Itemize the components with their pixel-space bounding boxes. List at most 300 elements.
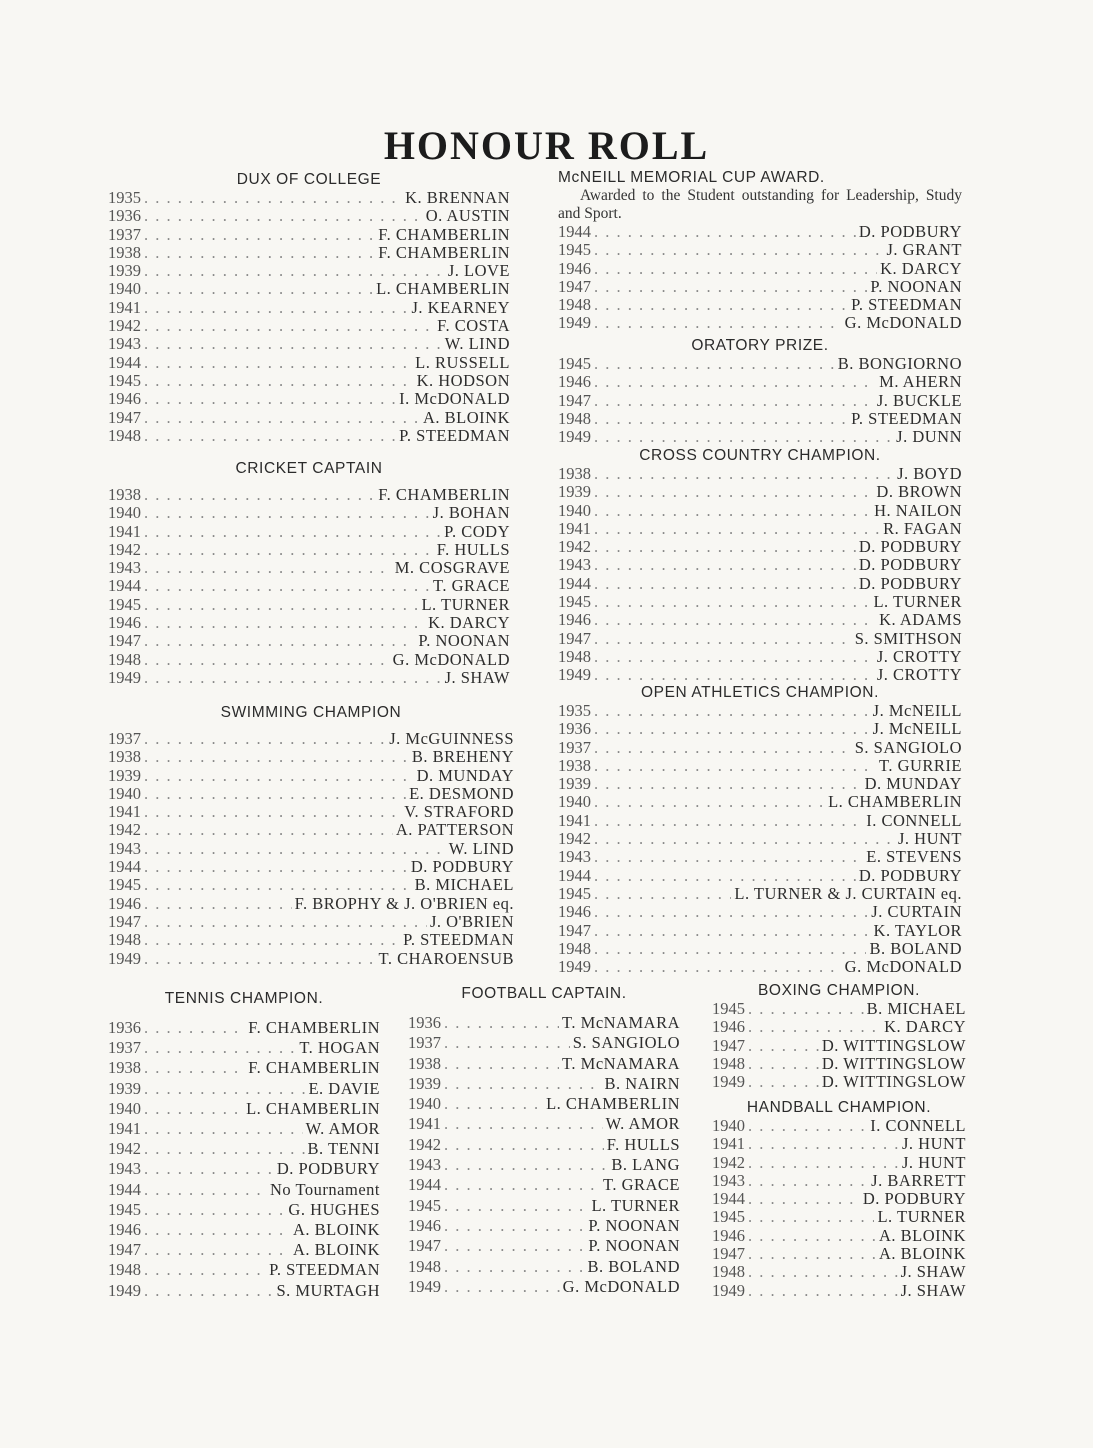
honour-row [712, 1263, 966, 1281]
dot-leader [144, 280, 373, 298]
year: 1948 [712, 1262, 745, 1282]
dot-leader [144, 1220, 290, 1240]
year: 1939 [108, 765, 141, 785]
dot-leader [144, 876, 412, 894]
year: 1948 [108, 425, 141, 445]
honouree-name: J. KEARNEY [411, 297, 510, 317]
dot-leader [144, 1018, 245, 1038]
honouree-name: T. HOGAN [299, 1038, 380, 1058]
honouree-name: D. PODBURY [858, 555, 962, 575]
year: 1944 [558, 865, 591, 885]
honouree-name: T. GURRIE [878, 755, 962, 775]
honour-row [558, 410, 962, 428]
dot-leader [594, 830, 895, 848]
honouree-name: L. RUSSELL [415, 352, 510, 372]
dot-leader [144, 931, 400, 949]
honouree-name: T. GRACE [602, 1175, 680, 1195]
honouree-name: L. TURNER [873, 592, 962, 612]
honour-row [558, 538, 962, 556]
section-heading: CROSS COUNTRY CHAMPION. [639, 447, 881, 464]
honouree-name: B. TENNI [307, 1139, 380, 1159]
year: 1943 [712, 1170, 745, 1190]
dot-leader [594, 922, 871, 940]
tennis-rows [108, 1018, 380, 1301]
dot-leader [144, 767, 414, 785]
dot-leader [748, 1172, 868, 1190]
dot-leader [594, 410, 848, 428]
year: 1941 [558, 810, 591, 830]
honouree-name: D. PODBURY [276, 1159, 380, 1179]
dot-leader [594, 666, 874, 684]
year: 1948 [408, 1256, 441, 1276]
dot-leader [748, 1208, 874, 1226]
dot-leader [144, 1038, 296, 1058]
honouree-name: S. MURTAGH [276, 1280, 380, 1300]
year: 1942 [408, 1134, 441, 1154]
dot-leader [748, 1245, 876, 1263]
dot-leader [594, 885, 731, 903]
honour-row [108, 523, 510, 541]
honour-row [712, 1135, 966, 1153]
honouree-name: F. HULLS [436, 539, 510, 559]
year: 1946 [108, 389, 141, 409]
year: 1945 [712, 1207, 745, 1227]
honour-row [108, 244, 510, 262]
mcneill-rows [558, 223, 962, 333]
year: 1942 [108, 1139, 141, 1159]
honour-row [108, 1099, 380, 1119]
honour-row [558, 958, 962, 976]
dot-leader [594, 355, 835, 373]
honouree-name: B. BREHENY [411, 747, 514, 767]
honour-row [558, 739, 962, 757]
year: 1940 [558, 792, 591, 812]
honouree-name: L. CHAMBERLIN [546, 1094, 680, 1114]
honour-row [558, 278, 962, 296]
dot-leader [594, 465, 894, 483]
dot-leader [144, 1180, 267, 1200]
honouree-name: No Tournament [270, 1179, 380, 1199]
honouree-name: T. CHAROENSUB [378, 948, 514, 968]
year: 1947 [558, 628, 591, 648]
honour-row [108, 1119, 380, 1139]
honouree-name: D. PODBURY [858, 573, 962, 593]
honour-row [108, 840, 514, 858]
honouree-name: B. BOLAND [587, 1256, 680, 1276]
year: 1941 [712, 1134, 745, 1154]
year: 1946 [712, 1225, 745, 1245]
honouree-name: L. CHAMBERLIN [828, 792, 962, 812]
dot-leader [594, 314, 842, 332]
honouree-name: B. BOLAND [869, 938, 962, 958]
dot-leader [144, 1139, 305, 1159]
dot-leader [144, 596, 418, 614]
honouree-name: F. COSTA [437, 316, 510, 336]
year: 1940 [408, 1094, 441, 1114]
year: 1940 [108, 783, 141, 803]
honour-row [558, 465, 962, 483]
honouree-name: S. SMITHSON [854, 628, 962, 648]
honouree-name: P. NOONAN [870, 276, 962, 296]
section-heading: ORATORY PRIZE. [691, 337, 829, 354]
honouree-name: D. PODBURY [858, 222, 962, 241]
honour-row [408, 1257, 680, 1277]
honour-row [712, 1154, 966, 1172]
honour-row [408, 1013, 680, 1033]
year: 1949 [108, 667, 141, 687]
year: 1938 [558, 464, 591, 483]
honouree-name: F. CHAMBERLIN [378, 485, 510, 504]
honour-row [108, 632, 510, 650]
year: 1949 [108, 1280, 141, 1300]
honour-row [408, 1094, 680, 1114]
honour-row [108, 669, 510, 687]
honouree-name: L. TURNER [877, 1207, 966, 1227]
year: 1937 [108, 1038, 141, 1058]
honour-row [108, 895, 514, 913]
dot-leader [444, 1074, 601, 1094]
dot-leader [594, 940, 866, 958]
honour-row [108, 785, 514, 803]
year: 1941 [108, 297, 141, 317]
honour-row [108, 803, 514, 821]
honour-row [108, 280, 510, 298]
honouree-name: A. BLOINK [293, 1240, 380, 1260]
dot-leader [748, 1055, 819, 1073]
dot-leader [594, 739, 852, 757]
award-description: Awarded to the Student outstanding for Leadership, Study and Sport. [558, 187, 962, 222]
honouree-name: J. BUCKLE [876, 390, 962, 410]
year: 1940 [108, 279, 141, 299]
dot-leader [144, 632, 415, 650]
honour-row [108, 1058, 380, 1078]
honour-row [408, 1175, 680, 1195]
honouree-name: A. BLOINK [293, 1220, 380, 1240]
honour-row [558, 830, 962, 848]
year: 1938 [108, 485, 141, 504]
year: 1947 [712, 1035, 745, 1055]
honour-row [408, 1216, 680, 1236]
dot-leader [144, 1058, 245, 1078]
boxing-section [712, 982, 966, 1091]
dot-leader [144, 354, 412, 372]
year: 1945 [408, 1195, 441, 1215]
honouree-name: F. BROPHY & J. O'BRIEN eq. [294, 893, 514, 913]
year: 1939 [558, 774, 591, 794]
year: 1949 [558, 313, 591, 333]
dot-leader [444, 1196, 588, 1216]
honouree-name: D. WITTINGSLOW [821, 1072, 966, 1092]
honour-row [108, 207, 510, 225]
honouree-name: B. NAIRN [604, 1073, 680, 1093]
honouree-name: J. GRANT [886, 240, 962, 260]
year: 1936 [408, 1013, 441, 1032]
honouree-name: L. TURNER & J. CURTAIN eq. [734, 883, 962, 903]
section-heading: OPEN ATHLETICS CHAMPION. [640, 684, 880, 701]
year: 1949 [558, 665, 591, 685]
honour-row [108, 767, 514, 785]
year: 1946 [712, 1017, 745, 1037]
honour-row [108, 1281, 380, 1301]
year: 1937 [108, 729, 141, 748]
dot-leader [748, 1037, 819, 1055]
honouree-name: M. AHERN [879, 372, 962, 392]
honouree-name: D. PODBURY [858, 865, 962, 885]
honouree-name: A. BLOINK [423, 407, 510, 427]
year: 1947 [108, 911, 141, 931]
dot-leader [144, 748, 409, 766]
year: 1945 [108, 1199, 141, 1219]
honouree-name: P. STEEDMAN [269, 1260, 380, 1280]
dot-leader [594, 538, 856, 556]
year: 1946 [558, 610, 591, 630]
year: 1941 [408, 1114, 441, 1134]
dot-leader [144, 317, 434, 335]
dot-leader [144, 1200, 285, 1220]
dot-leader [144, 730, 386, 748]
year: 1937 [108, 224, 141, 244]
dot-leader [748, 1227, 876, 1245]
dot-leader [748, 1000, 864, 1018]
honour-row [108, 226, 510, 244]
honour-row [108, 1180, 380, 1200]
dot-leader [748, 1190, 860, 1208]
honouree-name: F. CHAMBERLIN [248, 1058, 380, 1078]
oratory-rows [558, 355, 962, 446]
dot-leader [594, 241, 883, 259]
honour-row [712, 1245, 966, 1263]
honour-row [408, 1135, 680, 1155]
honouree-name: R. FAGAN [883, 518, 962, 538]
dot-leader [594, 630, 852, 648]
mcneill-section [558, 169, 962, 333]
year: 1944 [408, 1175, 441, 1195]
honour-row [712, 1055, 966, 1073]
honouree-name: J. SHAW [444, 667, 510, 687]
honour-row [558, 575, 962, 593]
year: 1949 [408, 1276, 441, 1296]
dot-leader [594, 392, 874, 410]
dot-leader [144, 390, 396, 408]
honour-row [712, 1190, 966, 1208]
honouree-name: H. NAILON [874, 500, 962, 520]
dot-leader [144, 409, 420, 427]
dot-leader [144, 226, 375, 244]
honour-row [108, 1159, 380, 1179]
honour-row [558, 483, 962, 501]
dot-leader [748, 1117, 867, 1135]
dot-leader [144, 262, 445, 280]
year: 1943 [108, 1159, 141, 1179]
dot-leader [144, 840, 446, 858]
honouree-name: B. LANG [611, 1155, 680, 1175]
dot-leader [144, 335, 442, 353]
cricket-rows [108, 486, 510, 687]
honour-row [108, 299, 510, 317]
dot-leader [594, 373, 876, 391]
dot-leader [594, 483, 873, 501]
dot-leader [144, 669, 442, 687]
dot-leader [444, 1114, 603, 1134]
honouree-name: T. GRACE [432, 576, 510, 596]
honour-row [108, 427, 510, 445]
dot-leader [444, 1054, 559, 1074]
honour-row [108, 596, 510, 614]
year: 1943 [108, 334, 141, 354]
honour-row [712, 1227, 966, 1245]
honouree-name: D. PODBURY [858, 537, 962, 557]
dot-leader [594, 520, 880, 538]
dot-leader [594, 648, 874, 666]
year: 1944 [108, 352, 141, 372]
honour-row [408, 1033, 680, 1053]
honour-row [408, 1236, 680, 1256]
dot-leader [444, 1175, 600, 1195]
year: 1945 [108, 370, 141, 390]
honour-row [712, 1000, 966, 1018]
year: 1942 [558, 537, 591, 557]
honouree-name: L. TURNER [421, 594, 510, 614]
year: 1941 [108, 521, 141, 541]
dot-leader [594, 775, 862, 793]
dot-leader [594, 720, 870, 738]
year: 1942 [712, 1152, 745, 1172]
honour-row [108, 1079, 380, 1099]
honouree-name: G. HUGHES [288, 1199, 380, 1219]
year: 1946 [558, 372, 591, 392]
honour-row [558, 502, 962, 520]
honour-row [558, 428, 962, 446]
dot-leader [748, 1073, 819, 1091]
dux-rows [108, 189, 510, 445]
honour-row [108, 1038, 380, 1058]
year: 1946 [408, 1215, 441, 1235]
dot-leader [594, 593, 870, 611]
dot-leader [144, 244, 375, 262]
honouree-name: S. SANGIOLO [572, 1033, 680, 1053]
dot-leader [594, 223, 856, 241]
honour-row [108, 614, 510, 632]
dot-leader [144, 1079, 305, 1099]
honouree-name: D. MUNDAY [864, 774, 962, 794]
athletics-rows [558, 702, 962, 976]
year: 1949 [712, 1280, 745, 1300]
dot-leader [144, 803, 401, 821]
year: 1948 [558, 938, 591, 958]
honouree-name: P. CODY [444, 521, 510, 541]
honouree-name: I. CONNELL [866, 810, 962, 830]
cricket-section [108, 460, 510, 687]
honouree-name: L. CHAMBERLIN [246, 1098, 380, 1118]
dot-leader [444, 1135, 604, 1155]
year: 1942 [558, 829, 591, 849]
year: 1949 [108, 948, 141, 968]
honouree-name: J. HUNT [902, 1134, 966, 1154]
honouree-name: A. BLOINK [879, 1244, 966, 1264]
honour-row [108, 486, 510, 504]
honour-row [558, 260, 962, 278]
year: 1948 [108, 1260, 141, 1280]
honouree-name: D. WITTINGSLOW [821, 1053, 966, 1073]
dot-leader [144, 1119, 303, 1139]
honouree-name: G. McDONALD [392, 649, 510, 669]
dot-leader [594, 793, 825, 811]
honour-row [558, 314, 962, 332]
honouree-name: K. DARCY [884, 1017, 966, 1037]
honouree-name: J. BOHAN [432, 503, 510, 523]
year: 1935 [558, 701, 591, 720]
dot-leader [144, 1260, 266, 1280]
dot-leader [594, 867, 856, 885]
year: 1939 [108, 261, 141, 281]
year: 1944 [712, 1189, 745, 1209]
year: 1949 [558, 427, 591, 447]
honour-row [558, 793, 962, 811]
honouree-name: S. SANGIOLO [854, 737, 962, 757]
dux-section [108, 171, 510, 445]
honouree-name: F. CHAMBERLIN [378, 242, 510, 262]
year: 1945 [108, 594, 141, 614]
honour-row [408, 1277, 680, 1297]
dot-leader [594, 702, 870, 720]
dot-leader [594, 278, 867, 296]
honouree-name: V. STRAFORD [404, 802, 514, 822]
year: 1936 [108, 1018, 141, 1037]
honouree-name: J. LOVE [447, 261, 510, 281]
honour-row [558, 593, 962, 611]
year: 1946 [558, 258, 591, 278]
dot-leader [144, 486, 375, 504]
dot-leader [748, 1282, 898, 1300]
dot-leader [144, 189, 402, 207]
honouree-name: P. STEEDMAN [403, 930, 514, 950]
honouree-name: L. CHAMBERLIN [376, 279, 510, 299]
year: 1949 [712, 1072, 745, 1092]
year: 1945 [558, 354, 591, 373]
year: 1947 [408, 1236, 441, 1256]
handball-rows [712, 1117, 966, 1300]
dot-leader [594, 903, 868, 921]
honour-row [558, 903, 962, 921]
year: 1938 [408, 1053, 441, 1073]
honour-row [108, 730, 514, 748]
year: 1941 [108, 1119, 141, 1139]
honour-row [558, 296, 962, 314]
year: 1939 [408, 1073, 441, 1093]
honouree-name: J. HUNT [902, 1152, 966, 1172]
section-heading: DUX OF COLLEGE [236, 171, 382, 188]
honouree-name: E. STEVENS [866, 847, 962, 867]
dot-leader [144, 427, 396, 445]
year: 1947 [558, 920, 591, 940]
honour-row [108, 390, 510, 408]
honouree-name: J. DUNN [896, 427, 962, 447]
honouree-name: F. CHAMBERLIN [248, 1018, 380, 1037]
honour-row [408, 1196, 680, 1216]
year: 1947 [108, 407, 141, 427]
swimming-section [108, 704, 514, 968]
section-heading: HANDBALL CHAMPION. [746, 1099, 932, 1116]
year: 1945 [558, 240, 591, 260]
year: 1948 [558, 295, 591, 315]
handball-section [712, 1099, 966, 1300]
year: 1947 [108, 1240, 141, 1260]
year: 1948 [558, 408, 591, 428]
honour-row [108, 577, 510, 595]
honour-row [558, 520, 962, 538]
honouree-name: J. HUNT [898, 829, 962, 849]
year: 1945 [558, 592, 591, 612]
